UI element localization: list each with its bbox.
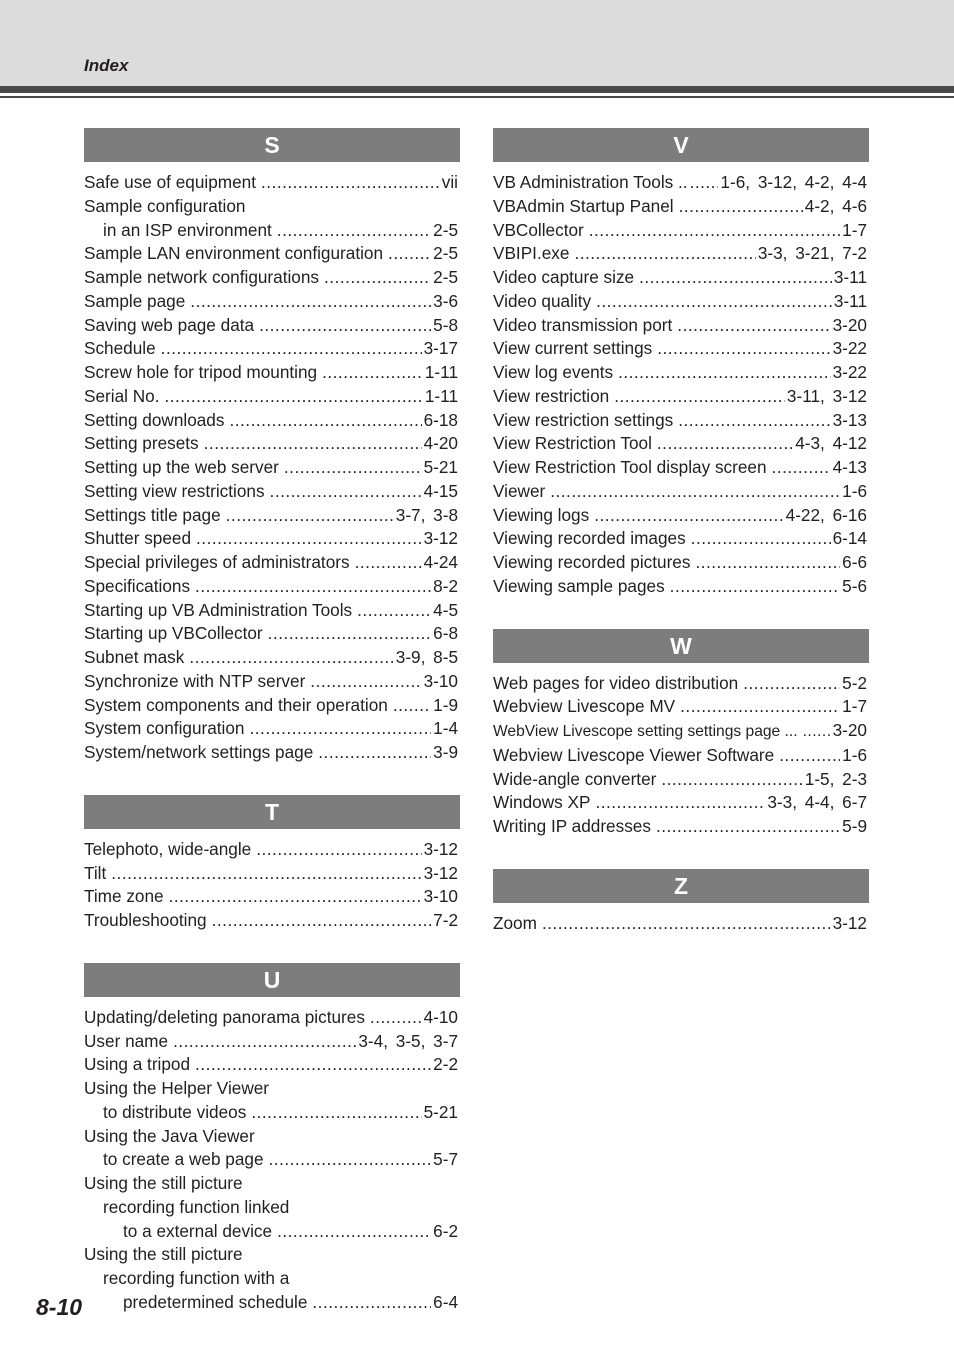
header-band (0, 0, 954, 86)
index-entry: Setting view restrictions ..... 4-15 (84, 480, 458, 504)
index-entry: Time zone ..... 3-10 (84, 885, 458, 909)
section-letter-u: U (84, 963, 460, 997)
index-entry: Webview Livescope MV ..... 1-7 (493, 695, 867, 719)
index-section-z (493, 869, 869, 936)
index-subentry: to a external device ..... 6-2 (84, 1220, 458, 1244)
header-rule-thin (0, 96, 954, 98)
index-entry: View restriction ..... 3-11, 3-12 (493, 385, 867, 409)
index-entry: Starting up VB Administration Tools ..... 4-5 (84, 599, 458, 623)
index-entry: Wide-angle converter ..... 1-5, 2-3 (493, 768, 867, 792)
index-entry: Viewing sample pages ..... 5-6 (493, 575, 867, 599)
index-entry-heading: Sample configuration (84, 195, 246, 216)
section-letter-t: T (84, 795, 460, 829)
index-entry: Safe use of equipment ..... vii (84, 171, 458, 195)
index-entry: Settings title page ..... 3-7, 3-8 (84, 504, 458, 528)
index-entry: Setting up the web server ..... 5-21 (84, 456, 458, 480)
section-letter-v: V (493, 128, 869, 162)
index-entry: View Restriction Tool ..... 4-3, 4-12 (493, 432, 867, 456)
index-entry: Sample page ..... 3-6 (84, 290, 458, 314)
index-entry: View restriction settings ..... 3-13 (493, 409, 867, 433)
section-letter-z: Z (493, 869, 869, 903)
index-entry: VBAdmin Startup Panel ..... 4-2, 4-6 (493, 195, 867, 219)
index-entry: System/network settings page ..... 3-9 (84, 741, 458, 765)
index-entry: Viewing logs ..... 4-22, 6-16 (493, 504, 867, 528)
index-entry-heading: Using the Java Viewer (84, 1125, 255, 1146)
index-entry: Serial No. ..... 1-11 (84, 385, 458, 409)
index-entry: Writing IP addresses ..... 5-9 (493, 815, 867, 839)
index-entry-heading: Using the still picture (84, 1244, 243, 1265)
index-entry: View current settings ..... 3-22 (493, 337, 867, 361)
index-entry: Viewing recorded pictures ..... 6-6 (493, 551, 867, 575)
index-entry: Starting up VBCollector ..... 6-8 (84, 622, 458, 646)
index-entry: Shutter speed ..... 3-12 (84, 527, 458, 551)
index-section-w (493, 629, 869, 839)
index-entry: WebView Livescope setting settings page ... ..... 3-20 (493, 719, 867, 744)
index-entry: Video capture size ..... 3-11 (493, 266, 867, 290)
index-section-u (84, 963, 460, 1315)
section-letter-s: S (84, 128, 460, 162)
index-entry: VBCollector ..... 1-7 (493, 219, 867, 243)
index-entry: Subnet mask ..... 3-9, 8-5 (84, 646, 458, 670)
index-entry: Video transmission port ..... 3-20 (493, 314, 867, 338)
index-entry: System components and their operation ..... 1-9 (84, 694, 458, 718)
index-entry: Video quality ..... 3-11 (493, 290, 867, 314)
index-entry: User name ..... 3-4, 3-5, 3-7 (84, 1030, 458, 1054)
index-entry: Troubleshooting ..... 7-2 (84, 909, 458, 933)
index-entry: Sample network configurations ..... 2-5 (84, 266, 458, 290)
index-entry: Setting presets ..... 4-20 (84, 432, 458, 456)
index-entry: Screw hole for tripod mounting ..... 1-11 (84, 361, 458, 385)
index-entry: Tilt ..... 3-12 (84, 862, 458, 886)
index-entry: Windows XP ..... 3-3, 4-4, 6-7 (493, 791, 867, 815)
page-number: 8-10 (36, 1294, 83, 1320)
index-entry: VBIPI.exe ..... 3-3, 3-21, 7-2 (493, 242, 867, 266)
header-title: Index (84, 56, 129, 75)
index-subentry: to distribute videos ..... 5-21 (84, 1101, 458, 1125)
index-entry: Viewer ..... 1-6 (493, 480, 867, 504)
index-entry: Special privileges of administrators ..... 4-24 (84, 551, 458, 575)
index-section-t (84, 795, 460, 933)
index-subentry: in an ISP environment ..... 2-5 (84, 219, 458, 243)
index-entry: VB Administration Tools .. ..... 1-6, 3-12, 4-2, 4-4 (493, 171, 867, 195)
index-entry: View log events ..... 3-22 (493, 361, 867, 385)
index-entry: Setting downloads ..... 6-18 (84, 409, 458, 433)
index-entry: Schedule ..... 3-17 (84, 337, 458, 361)
section-letter-w: W (493, 629, 869, 663)
index-section-v (493, 128, 869, 599)
index-entry-heading: recording function with a (103, 1268, 290, 1288)
index-entry: Sample LAN environment configuration ..... 2-5 (84, 242, 458, 266)
header-rule-thick (0, 86, 954, 93)
index-column-right (493, 128, 869, 966)
index-entry: View Restriction Tool display screen ..... 4-13 (493, 456, 867, 480)
index-entry: Web pages for video distribution ..... 5-2 (493, 672, 867, 696)
index-entry: Zoom ..... 3-12 (493, 912, 867, 936)
index-entry: Saving web page data ..... 5-8 (84, 314, 458, 338)
index-entry: Telephoto, wide-angle ..... 3-12 (84, 838, 458, 862)
index-entry-heading: recording function linked (103, 1196, 290, 1217)
index-entry: Viewing recorded images ..... 6-14 (493, 527, 867, 551)
index-entry: Using a tripod ..... 2-2 (84, 1053, 458, 1077)
index-entry: Synchronize with NTP server ..... 3-10 (84, 670, 458, 694)
index-entry-heading: Using the Helper Viewer (84, 1078, 270, 1098)
index-entry: System configuration ..... 1-4 (84, 717, 458, 741)
index-entry-heading: Using the still picture (84, 1173, 243, 1193)
index-column-left (84, 128, 460, 1345)
index-entry: Webview Livescope Viewer Software ..... 1-6 (493, 744, 867, 768)
index-subentry: predetermined schedule ..... 6-4 (84, 1291, 458, 1315)
index-section-s (84, 128, 460, 765)
index-subentry: to create a web page ..... 5-7 (84, 1148, 458, 1172)
index-entry: Specifications ..... 8-2 (84, 575, 458, 599)
index-entry: Updating/deleting panorama pictures ..... 4-10 (84, 1006, 458, 1030)
